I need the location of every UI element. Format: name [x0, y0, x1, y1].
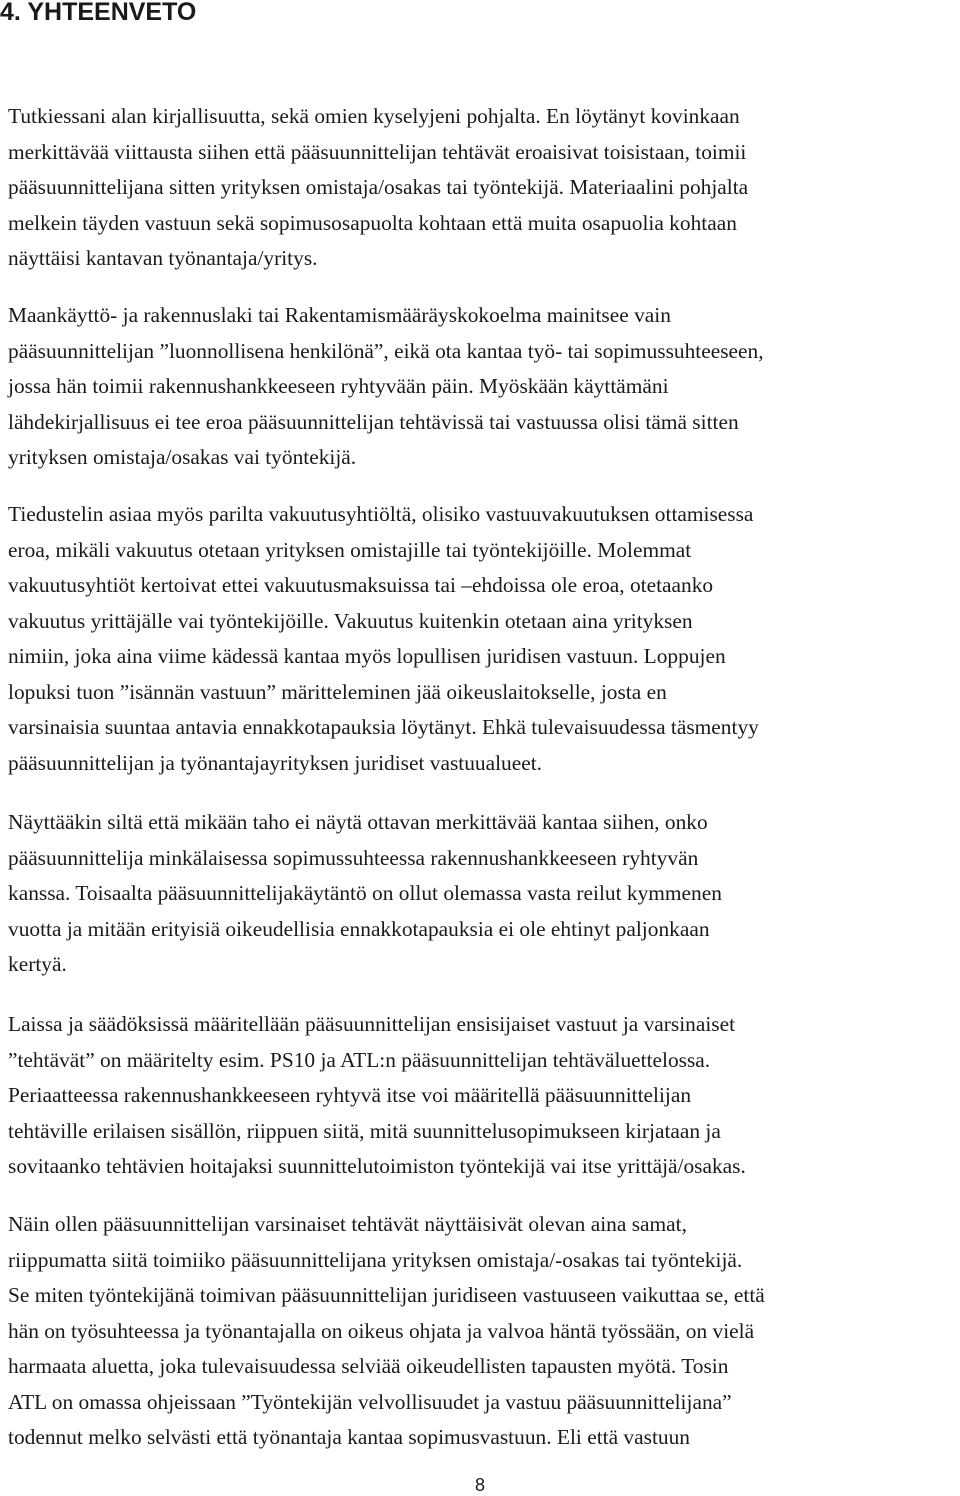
- paragraph-line: merkittävää viittausta siihen että pääsuunnittelijan tehtävät eroaisivat toisistaan, toimii: [8, 139, 747, 164]
- paragraph-line: varsinaisia suuntaa antavia ennakkotapauksia löytänyt. Ehkä tulevaisuudessa täsmentyy: [8, 715, 759, 739]
- paragraph-line: Tiedustelin asiaa myös parilta vakuutusyhtiöltä, olisiko vastuuvakuutuksen ottamisessa: [8, 502, 754, 526]
- paragraph-line: Laissa ja säädöksissä määritellään pääsuunnittelijan ensisijaiset vastuut ja varsinaiset: [8, 1012, 736, 1036]
- paragraph-line: kertyä.: [8, 952, 67, 976]
- paragraph-line: Maankäyttö- ja rakennuslaki tai Rakentamismääräyskokoelma mainitsee vain: [8, 303, 671, 327]
- paragraph-line: ”tehtävät” on määritelty esim. PS10 ja ATL:n pääsuunnittelijan tehtäväluettelossa.: [8, 1047, 711, 1072]
- paragraph: [8, 1007, 960, 1185]
- paragraph-line: vuotta ja mitään erityisiä oikeudellisia ennakkotapauksia ei ole ehtinyt paljonkaan: [8, 916, 710, 941]
- paragraph-line: pääsuunnittelijan ”luonnollisena henkilönä”, eikä ota kantaa työ- tai sopimussuhteeseen,: [8, 338, 764, 363]
- section-heading: 4. YHTEENVETO: [0, 0, 197, 26]
- paragraph-line: Tutkiessani alan kirjallisuutta, sekä omien kyselyjeni pohjalta. En löytänyt kovinkaan: [8, 104, 740, 128]
- paragraph-line: harmaata aluetta, joka tulevaisuudessa selviää oikeudellisten tapausten myötä. Tosin: [8, 1354, 729, 1378]
- paragraph: [8, 1207, 960, 1456]
- paragraph-line: Näin ollen pääsuunnittelijan varsinaiset tehtävät näyttäisivät olevan aina samat,: [8, 1212, 687, 1236]
- paragraph-line: kanssa. Toisaalta pääsuunnittelijakäytäntö on ollut olemassa vasta reilut kymmenen: [8, 881, 722, 905]
- paragraph-line: eroa, mikäli vakuutus otetaan yrityksen omistajille tai työntekijöille. Molemmat: [8, 537, 692, 562]
- page-number: 8: [474, 1475, 485, 1495]
- paragraph-line: riippumatta siitä toimiiko pääsuunnittelijana yrityksen omistaja/-osakas tai työntekijä.: [8, 1247, 743, 1272]
- paragraph-line: pääsuunnittelijan ja työnantajayrityksen juridiset vastuualueet.: [8, 750, 543, 775]
- paragraph-line: jossa hän toimii rakennushankkeeseen ryhtyvään päin. Myöskään käyttämäni: [8, 374, 669, 398]
- paragraph-line: näyttäisi kantavan työnantaja/yritys.: [8, 246, 318, 270]
- paragraph-line: ATL on omassa ohjeissaan ”Työntekijän velvollisuudet ja vastuu pääsuunnittelijana”: [8, 1389, 732, 1414]
- paragraph-line: Periaatteessa rakennushankkeeseen ryhtyvä itse voi määritellä pääsuunnittelijan: [8, 1083, 692, 1107]
- paragraph-line: vakuutus yrittäjälle vai työntekijöille. Vakuutus kuitenkin otetaan aina yrityksen: [8, 608, 693, 633]
- paragraph-line: tehtäville erilaisen sisällön, riippuen siitä, mitä suunnittelusopimukseen kirjataan ja: [8, 1118, 721, 1143]
- paragraph-line: hän on työsuhteessa ja työnantajalla on oikeus ohjata ja valvoa häntä työssään, on vielä: [8, 1318, 755, 1343]
- paragraph: [8, 298, 960, 476]
- paragraph-line: pääsuunnittelijana sitten yrityksen omistaja/osakas tai työntekijä. Materiaalini pohjalta: [8, 175, 749, 199]
- paragraph-line: nimiin, joka aina viime kädessä kantaa myös lopullisen juridisen vastuun. Loppujen: [8, 644, 726, 668]
- paragraph-line: Näyttääkin siltä että mikään taho ei näytä ottavan merkittävää kantaa siihen, onko: [8, 810, 708, 834]
- paragraph-line: lopuksi tuon ”isännän vastuun” märitteleminen jää oikeuslaitokselle, josta en: [8, 679, 667, 704]
- paragraph: [8, 805, 960, 983]
- paragraph-line: lähdekirjallisuus ei tee eroa pääsuunnittelijan tehtävissä tai vastuussa olisi tämä sitten: [8, 409, 739, 434]
- paragraph-line: yrityksen omistaja/osakas vai työntekijä.: [8, 445, 357, 469]
- paragraph-line: Se miten työntekijänä toimivan pääsuunnittelijan juridiseen vastuuseen vaikuttaa se, että: [8, 1283, 765, 1307]
- paragraph-line: todennut melko selvästi että työnantaja kantaa sopimusvastuun. Eli että vastuun: [8, 1425, 690, 1449]
- paragraph-line: melkein täyden vastuun sekä sopimusosapuolta kohtaan että muita osapuolia kohtaan: [8, 210, 737, 235]
- paragraph-line: vakuutusyhtiöt kertoivat ettei vakuutusmaksuissa tai –ehdoissa ole eroa, otetaanko: [8, 573, 714, 597]
- paragraph-line: pääsuunnittelija minkälaisessa sopimussuhteessa rakennushankkeeseen ryhtyvän: [8, 845, 699, 870]
- paragraph-line: sovitaanko tehtävien hoitajaksi suunnittelutoimiston työntekijä vai itse yrittäjä/osakas.: [8, 1154, 746, 1178]
- paragraph: [8, 497, 960, 781]
- paragraph: [8, 99, 960, 277]
